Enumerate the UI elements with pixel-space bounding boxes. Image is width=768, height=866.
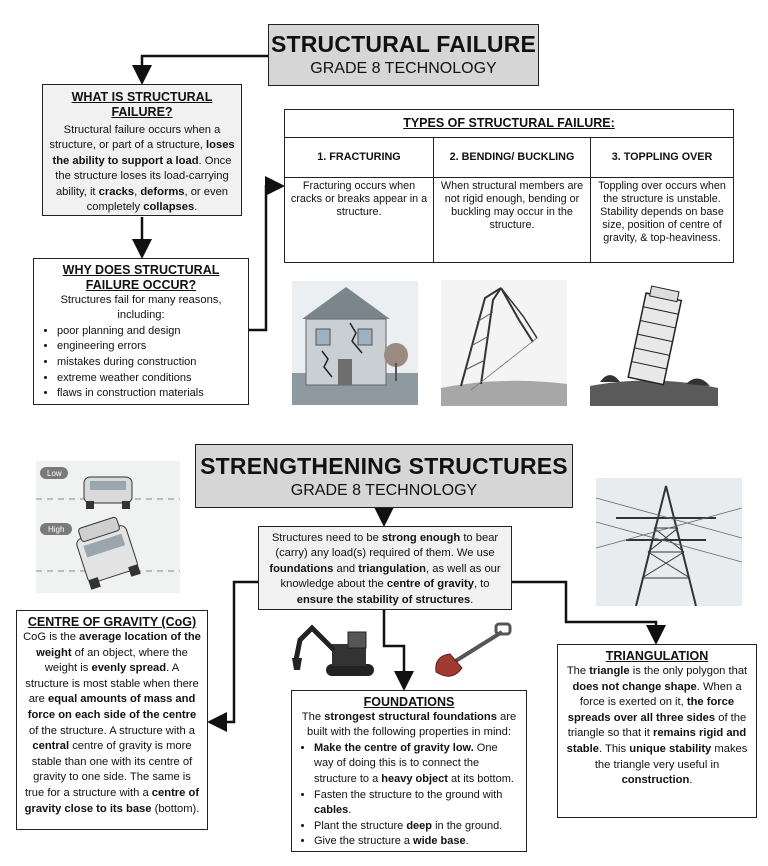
list-item: • flaws in construction materials xyxy=(57,386,243,402)
structural-failure-title-box xyxy=(268,24,539,86)
why-intro: Structures fail for many reasons, including: xyxy=(60,294,222,322)
buckled-tower-image xyxy=(441,280,567,406)
what-text: Structural failure occurs when a structure, or part of a structure, loses the ability to support a load. Once the structure loses its load-carrying ability, it cracks, deforms, or even completely collapses. xyxy=(49,124,235,214)
page-subtitle: GRADE 8 TECHNOLOGY xyxy=(310,60,497,77)
triangulation-text: The triangle is the only polygon that does not change shape. When a force is exerted on it, the force spreads over all three sides of the triangle so that it remains rigid and stable. This unique stability makes the triangle very useful in construction. xyxy=(566,665,748,787)
car-stability-image xyxy=(36,461,180,593)
strengthening-intro-box xyxy=(258,526,512,610)
foundations-intro: The strongest structural foundations are built with the following properties in mind: xyxy=(301,711,517,739)
centre-of-gravity-box xyxy=(16,610,208,830)
fracturing-title: 1. FRACTURING xyxy=(285,138,434,178)
intro-text: Structures need to be strong enough to bear (carry) any load(s) required of them. We use foundations and triangulation, as well as our knowledge about the centre of gravity, to ensure the stability of structures. xyxy=(269,532,501,606)
triangulation-box xyxy=(557,644,757,818)
page-title: STRUCTURAL FAILURE xyxy=(270,31,537,57)
list-item: • poor planning and design xyxy=(57,324,243,340)
types-of-failure-table xyxy=(284,109,734,263)
what-heading: WHAT IS STRUCTURAL FAILURE? xyxy=(71,90,213,119)
bending-text: When structural members are not rigid enough, bending or buckling may occur in the structure. xyxy=(434,178,591,263)
toppling-text: Toppling over occurs when the structure is unstable. Stability depends on base size, position of centre of gravity, & top-heaviness. xyxy=(591,178,734,263)
list-item: • extreme weather conditions xyxy=(57,371,243,387)
power-pylon-image xyxy=(596,478,742,606)
section-title: STRENGTHENING STRUCTURES xyxy=(200,453,568,479)
excavator-image xyxy=(292,620,378,680)
foundations-list xyxy=(298,741,520,850)
strengthening-title-box xyxy=(195,444,573,508)
list-item: • Make the centre of gravity low. One way of doing this is to connect the structure to a heavy object at its bottom. xyxy=(314,741,520,788)
car-label-high: High xyxy=(48,525,65,534)
car-label-low: Low xyxy=(47,469,62,478)
foundations-box xyxy=(291,690,527,852)
list-item: • Fasten the structure to the ground with cables. xyxy=(314,788,520,819)
bending-title: 2. BENDING/ BUCKLING xyxy=(434,138,591,178)
types-heading: TYPES OF STRUCTURAL FAILURE: xyxy=(285,110,734,138)
list-item: • mistakes during construction xyxy=(57,355,243,371)
fracturing-text: Fracturing occurs when cracks or breaks appear in a structure. xyxy=(285,178,434,263)
why-structural-failure-box xyxy=(33,258,249,405)
section-subtitle: GRADE 8 TECHNOLOGY xyxy=(290,482,478,499)
toppling-title: 3. TOPPLING OVER xyxy=(591,138,734,178)
cog-heading: CENTRE OF GRAVITY (CoG) xyxy=(27,615,197,629)
why-reasons-list xyxy=(39,324,243,402)
cracked-house-image xyxy=(292,281,418,405)
list-item: • Plant the structure deep in the ground. xyxy=(314,819,520,835)
why-heading: WHY DOES STRUCTURAL FAILURE OCCUR? xyxy=(62,263,220,292)
leaning-tower-image xyxy=(590,282,718,406)
list-item: • Give the structure a wide base. xyxy=(314,834,520,850)
foundations-heading: FOUNDATIONS xyxy=(363,695,455,709)
what-is-structural-failure-box xyxy=(42,84,242,216)
shovel-image xyxy=(428,620,518,686)
triangulation-heading: TRIANGULATION xyxy=(605,649,709,663)
cog-text: CoG is the average location of the weight of an object, where the weight is evenly spread. A structure is most stable when there are equal amounts of mass and force on each side of the centre of the structure. A structure with a central centre of gravity is more stable than one with its centre of gravity to one side. The same is true for a structure with a centre of gravity close to its base (bottom). xyxy=(23,631,201,815)
list-item: • engineering errors xyxy=(57,339,243,355)
